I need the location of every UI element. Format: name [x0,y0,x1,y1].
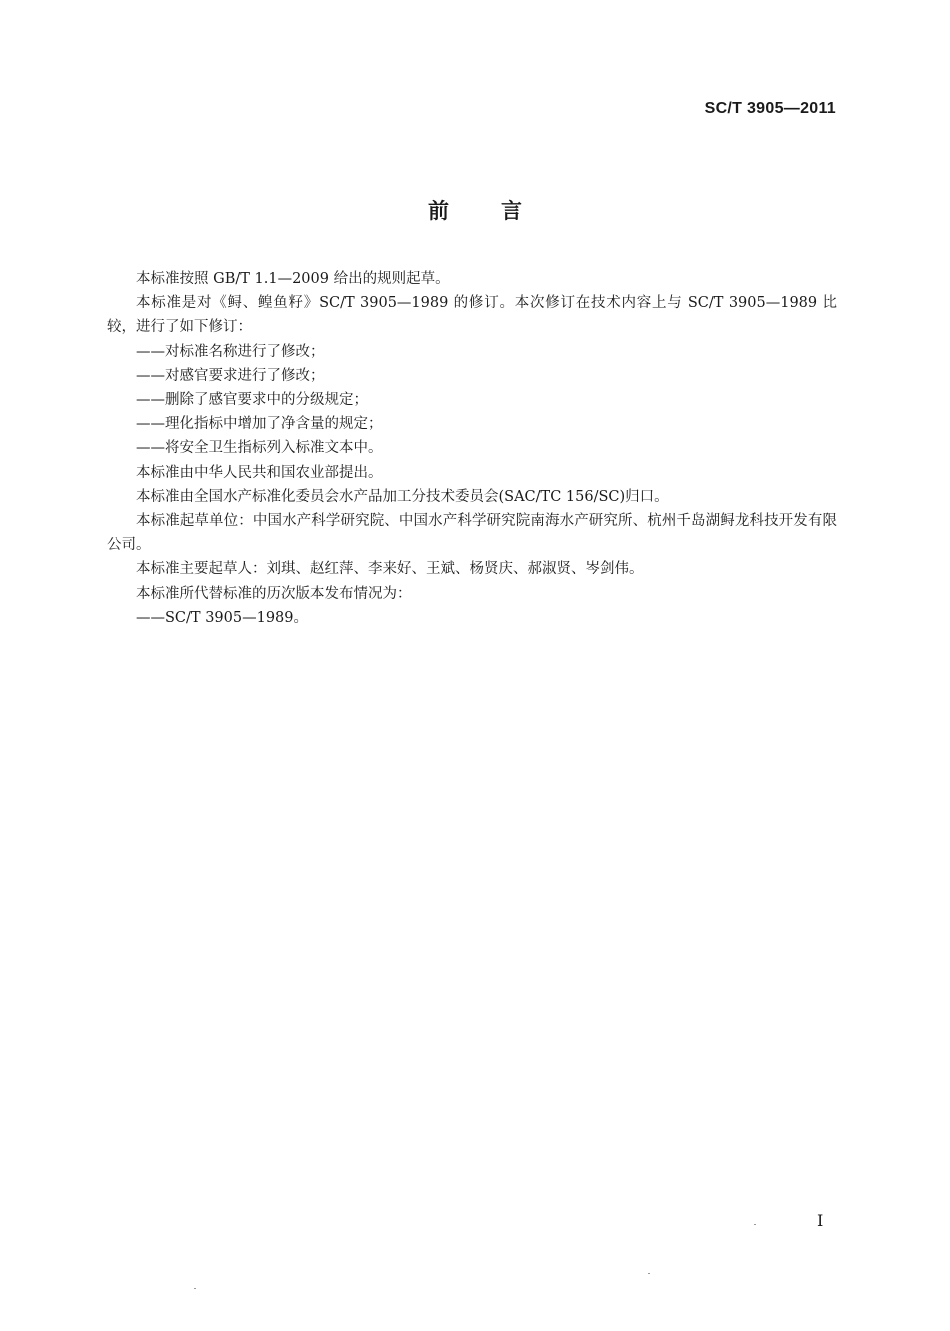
page-title: 前言 [428,199,574,223]
standard-number: SC/T 3905—2011 [704,100,836,117]
revision-item: ——理化指标中增加了净含量的规定； [136,416,383,433]
history-item: ——SC/T 3905—1989。 [136,609,308,626]
revision-item: ——对标准名称进行了修改； [136,343,325,360]
proposed-by-paragraph: 本标准由中华人民共和国农业部提出。 [136,464,383,481]
history-intro-paragraph: 本标准所代替标准的历次版本发布情况为： [136,585,412,602]
revision-item: ——删除了感官要求中的分级规定； [136,392,368,409]
scan-speck [194,1288,196,1289]
foreword-body [107,267,837,630]
drafting-rules-paragraph: 本标准按照 GB/T 1.1—2009 给出的规则起草。 [136,271,450,287]
scan-speck [754,1224,756,1225]
centralized-by-paragraph: 本标准由全国水产标准化委员会水产品加工分技术委员会(SAC/TC 156/SC)归口。 [136,488,669,505]
page-number: I [817,1211,824,1230]
revision-item: ——将安全卫生指标列入标准文本中。 [136,440,383,457]
scan-speck [648,1273,650,1274]
revision-intro-paragraph: 本标准是对《鲟、鳇鱼籽》SC/T 3905—1989 的修订。本次修订在技术内容上与 SC/T 3905—1989 比较，进行了如下修订： [107,295,837,336]
drafting-units-paragraph: 本标准起草单位：中国水产科学研究院、中国水产科学研究院南海水产研究所、杭州千岛湖鲟龙科技开发有限公司。 [107,513,837,554]
drafters-paragraph: 本标准主要起草人：刘琪、赵红萍、李来好、王斌、杨贤庆、郝淑贤、岑剑伟。 [136,561,644,578]
revision-item: ——对感官要求进行了修改； [136,367,325,384]
